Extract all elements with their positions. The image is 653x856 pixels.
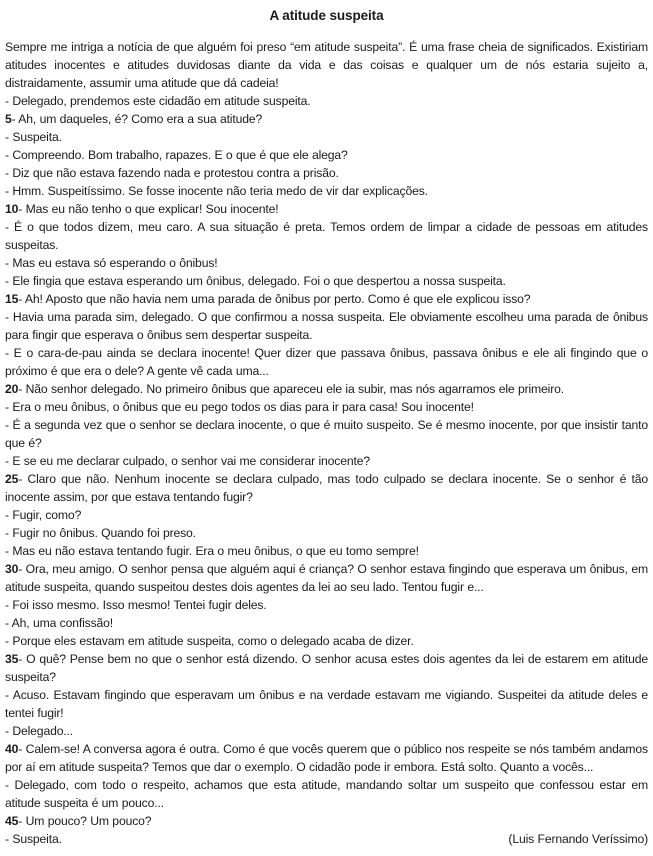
- paragraph-text: Sempre me intriga a notícia de que alguém foi preso “em atitude suspeita”. É uma frase cheia de significados. Existiriam atitudes inocentes e atitudes duvidosas diante da vida e das coisas e qualquer um de nós estaria sujeito a, distraidamente, assumir uma atitude que dá cadeia!: [5, 40, 648, 90]
- paragraph: [5, 164, 648, 182]
- paragraph: [5, 614, 648, 632]
- paragraph: [5, 398, 648, 416]
- paragraph: [5, 812, 648, 830]
- paragraph-text: - Ah, um daqueles, é? Como era a sua atitude?: [11, 112, 263, 126]
- paragraph: [5, 38, 648, 92]
- line-number: 10: [5, 202, 19, 216]
- paragraph: [5, 560, 648, 596]
- paragraph-text: - Mas eu não estava tentando fugir. Era o meu ônibus, o que eu tomo sempre!: [5, 544, 419, 558]
- paragraph: [5, 416, 648, 452]
- paragraph: [5, 650, 648, 686]
- paragraph: [5, 254, 648, 272]
- paragraph-text: - O quê? Pense bem no que o senhor está dizendo. O senhor acusa estes dois agentes da lei de estarem em atitude suspeita?: [5, 652, 648, 684]
- line-number: 45: [5, 814, 19, 828]
- paragraph: [5, 128, 648, 146]
- paragraph-text: - Ah! Aposto que não havia nem uma parada de ônibus por perto. Como é que ele explicou isso?: [18, 292, 531, 306]
- paragraph-text: - Delegado...: [5, 724, 74, 738]
- line-number: 40: [5, 742, 19, 756]
- paragraph: [5, 596, 648, 614]
- paragraph: [5, 146, 648, 164]
- paragraph-text: - Acuso. Estavam fingindo que esperavam um ônibus e na verdade estavam me vigiando. Suspeitei da atitude deles e tentei fugir!: [5, 688, 648, 720]
- paragraph: [5, 182, 648, 200]
- document-title: A atitude suspeita: [269, 8, 384, 23]
- paragraph-text: - Fugir, como?: [5, 508, 82, 522]
- paragraph-text: - Um pouco? Um pouco?: [18, 814, 152, 828]
- paragraph: [5, 218, 648, 254]
- paragraph: [5, 380, 648, 398]
- paragraph-text: - Calem-se! A conversa agora é outra. Como é que vocês querem que o público nos respeite se nós também andamos por aí em atitude suspeita? Temos que dar o exemplo. O cidadão pode ir embora. Está solto. Quanto a vocês...: [5, 742, 648, 774]
- paragraph-text: - E se eu me declarar culpado, o senhor vai me considerar inocente?: [5, 454, 370, 468]
- paragraph-text: - Porque eles estavam em atitude suspeita, como o delegado acaba de dizer.: [5, 634, 414, 648]
- paragraph-text: - Era o meu ônibus, o ônibus que eu pego todos os dias para ir para casa! Sou inocente!: [5, 400, 474, 414]
- paragraph: [5, 722, 648, 740]
- paragraph: [5, 272, 648, 290]
- paragraph-text: - Diz que não estava fazendo nada e protestou contra a prisão.: [5, 166, 339, 180]
- paragraph: [5, 110, 648, 128]
- line-number: 20: [5, 382, 19, 396]
- paragraph-text: - Claro que não. Nenhum inocente se declara culpado, mas todo culpado se declara inocente. Se o senhor é tão inocente assim, por que estava tentando fugir?: [5, 472, 648, 504]
- author-credit: (Luis Fernando Veríssimo): [508, 832, 648, 846]
- paragraph: [5, 470, 648, 506]
- paragraph: [5, 92, 648, 110]
- paragraph-text: - Suspeita.: [5, 130, 62, 144]
- paragraph-text: - Mas eu não tenho o que explicar! Sou inocente!: [18, 202, 279, 216]
- paragraph-text: - Delegado, prendemos este cidadão em atitude suspeita.: [5, 94, 311, 108]
- line-number: 15: [5, 292, 19, 306]
- paragraph-text: - Ele fingia que estava esperando um ônibus, delegado. Foi o que despertou a nossa suspeita.: [5, 274, 506, 288]
- paragraph-text: - Mas eu estava só esperando o ônibus!: [5, 256, 218, 270]
- line-number: 25: [5, 472, 19, 486]
- paragraph-text: - Compreendo. Bom trabalho, rapazes. E o que é que ele alega?: [5, 148, 348, 162]
- paragraph-text: - Ora, meu amigo. O senhor pensa que alguém aqui é criança? O senhor estava fingindo que esperava um ônibus, em atitude suspeita, quando suspeitou destes dois agentes da lei ao seu lado. Tentou fugir e...: [5, 562, 648, 594]
- paragraph-text: - Delegado, com todo o respeito, achamos que esta atitude, mandando soltar um suspeito que confessou estar em atitude suspeita é um pouco...: [5, 778, 648, 810]
- paragraph: [5, 452, 648, 470]
- paragraph: [5, 524, 648, 542]
- paragraph: [5, 542, 648, 560]
- paragraph-text: - É o que todos dizem, meu caro. A sua situação é preta. Temos ordem de limpar a cidade de pessoas em atitudes suspeitas.: [5, 220, 648, 252]
- paragraph: [5, 344, 648, 380]
- line-number: 35: [5, 652, 19, 666]
- paragraph-text: - Havia uma parada sim, delegado. O que confirmou a nossa suspeita. Ele obviamente escolheu uma parada de ônibus para fingir que esperava o ônibus sem despertar suspeita.: [5, 310, 648, 342]
- line-number: 5: [5, 112, 12, 126]
- paragraph: [5, 506, 648, 524]
- paragraph: [5, 308, 648, 344]
- text-body: [5, 38, 648, 848]
- paragraph-text: - É a segunda vez que o senhor se declara inocente, o que é muito suspeito. Se é mesmo inocente, por que insistir tanto que é?: [5, 418, 648, 450]
- paragraph: [5, 632, 648, 650]
- paragraph: [5, 200, 648, 218]
- paragraph-text: - Suspeita.: [5, 832, 62, 846]
- paragraph-text: - Hmm. Suspeitíssimo. Se fosse inocente não teria medo de vir dar explicações.: [5, 184, 428, 198]
- paragraph: [5, 740, 648, 776]
- paragraph: [5, 290, 648, 308]
- line-number: 30: [5, 562, 19, 576]
- paragraph-text: - Ah, uma confissão!: [5, 616, 114, 630]
- paragraph: [5, 686, 648, 722]
- paragraph: [5, 776, 648, 812]
- paragraph: [5, 830, 648, 848]
- paragraph-text: - Fugir no ônibus. Quando foi preso.: [5, 526, 196, 540]
- paragraph-text: - Foi isso mesmo. Isso mesmo! Tentei fugir deles.: [5, 598, 267, 612]
- paragraph-text: - Não senhor delegado. No primeiro ônibus que apareceu ele ia subir, mas nós agarramos ele primeiro.: [18, 382, 565, 396]
- paragraph-text: - E o cara-de-pau ainda se declara inocente! Quer dizer que passava ônibus, passava ônibus e ele ali fingindo que o próximo é que era o dele? A gente vê cada uma...: [5, 346, 648, 378]
